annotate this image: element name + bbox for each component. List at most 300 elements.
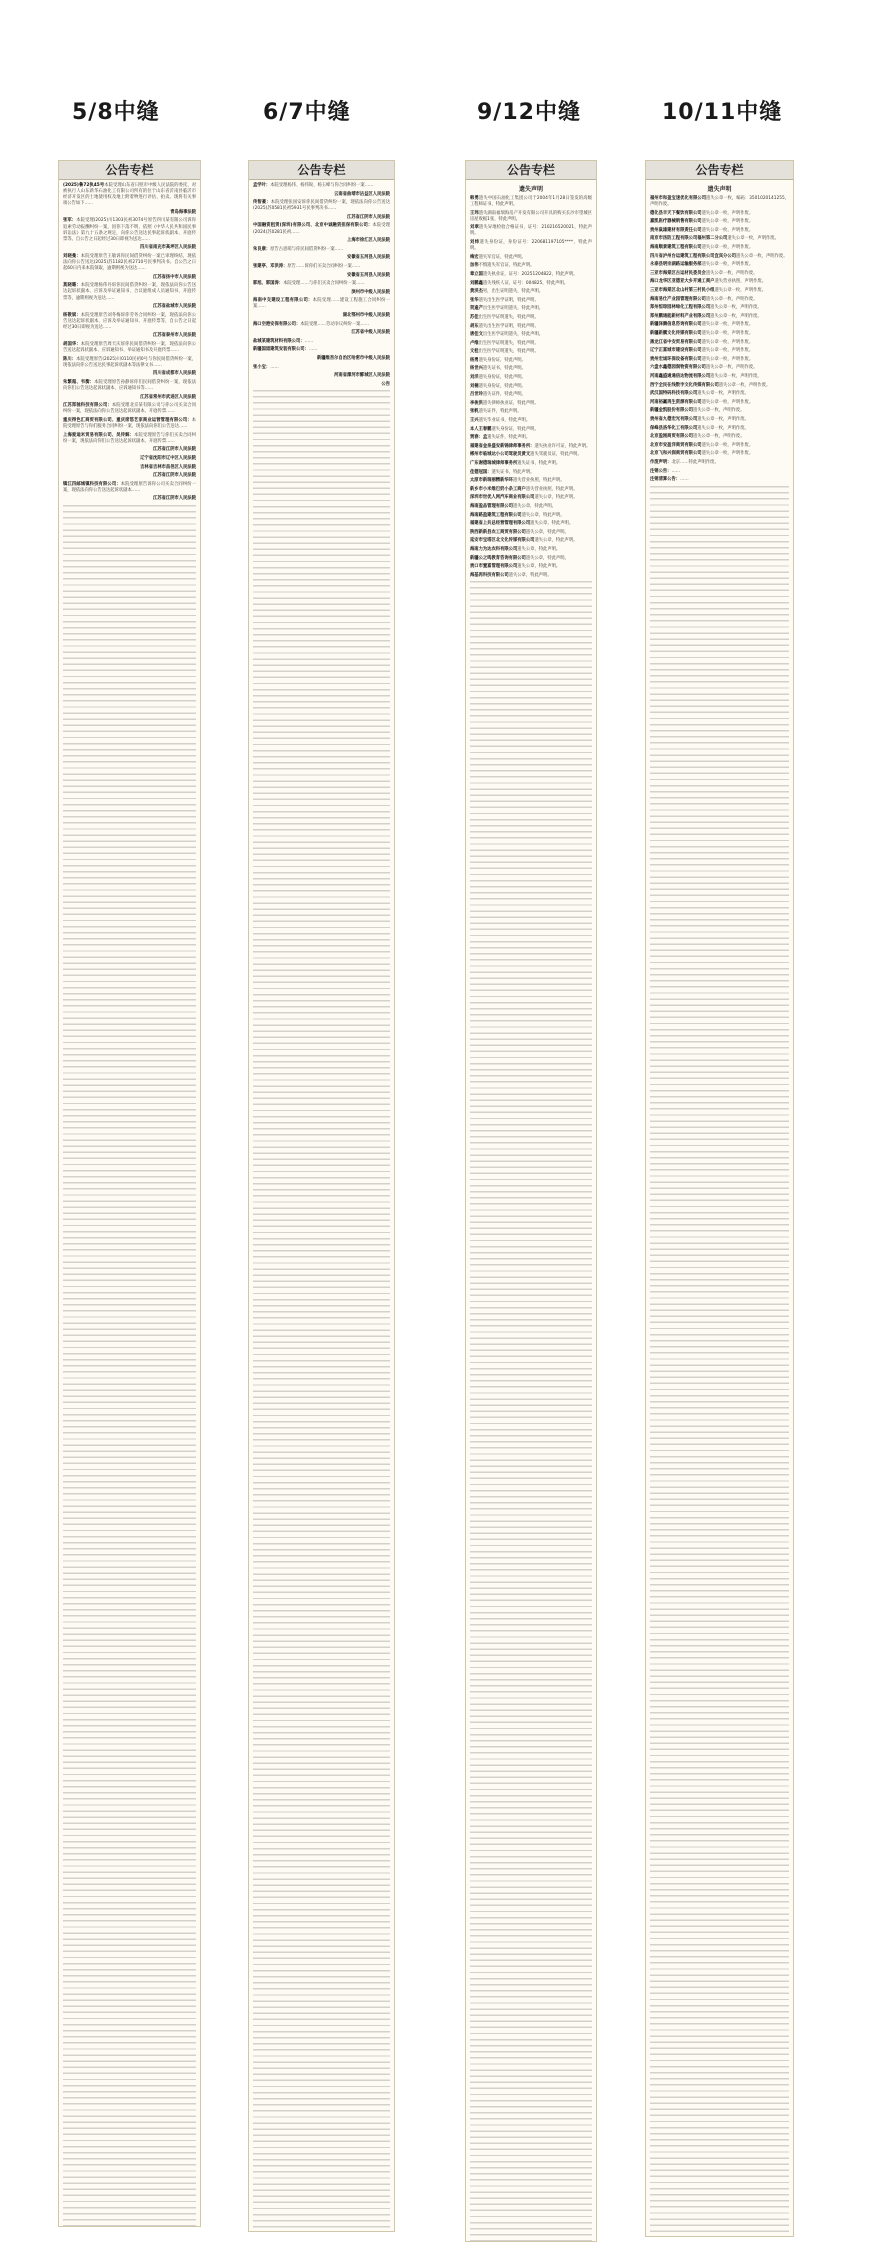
column-title: 10/11中缝 — [662, 100, 783, 125]
notice-item — [63, 447, 196, 453]
notice-list — [466, 193, 596, 2242]
notice-heading: 吉林省吉林市昌邑区人民法院 — [140, 464, 196, 470]
notice-item — [253, 200, 390, 212]
notice-body: 本院受理原告与你们买卖合同纠纷一案，现依法向你们公告送达起诉状副本、开庭传票…… — [63, 432, 197, 444]
notice-body: 本院受理原告诉你公司买卖合同纠纷一案，现依法向你公告送达起诉状副本…… — [63, 481, 197, 493]
notice-heading: 安徽省五河县人民法院 — [347, 272, 390, 278]
notice-body: 遗失公章一枚，声明作废。 — [701, 339, 754, 345]
column-title: 5/8中缝 — [72, 100, 160, 125]
notice-item — [470, 556, 592, 562]
notice-heading: 湖北鄂州市中级人民法院 — [342, 313, 390, 318]
notice-body: 本院受理原告(2025)川0110民初0号与你民间借贷纠纷一案，现依法向你公告送达民事起诉状副本等法律文书…… — [63, 356, 197, 368]
notice-item — [650, 365, 789, 371]
notice-heading: 胡国华： — [63, 342, 81, 348]
notice-heading: 海南盈品管理有限公司 — [470, 503, 513, 509]
notice-body: 遗失中国石油化工集团公司于2004年1月28日签发的高级工程师证书，特此声明。 — [470, 196, 592, 208]
notice-heading: 郴州市临城达小公司驾驶员黄文 — [470, 452, 531, 458]
notice-body: 遗失证件，特此声明。 — [482, 392, 526, 398]
notice-body: 遗失证书，特此声明。 — [491, 469, 535, 475]
notice-item — [650, 357, 789, 363]
notice-body: 遗失身份证，特此声明。 — [478, 357, 526, 363]
notice-heading: 公告 — [381, 381, 390, 387]
notice-item — [253, 356, 390, 362]
notice-body: 遗失公章一枚，声明作废。 — [718, 382, 771, 388]
notice-body: 遗失执业许可证，特此声明。 — [534, 443, 591, 449]
notice-body: 原告古思萌与你民间借贷纠纷一案…… — [270, 246, 344, 252]
notice-body: 遗失公章一枚，声明作废。 — [701, 442, 754, 448]
notice-item — [650, 297, 789, 303]
notice-body: 本院受理杨伟、杨伟锐、杨玉峰与你合同纠纷一案…… — [270, 183, 374, 188]
notice-heading: 江苏省江阴市人民法院 — [347, 214, 390, 220]
notice-body: 本院受理北京某有限公司与你公司买卖合同纠纷一案，现依法向你公告送达起诉状副本、开庭传票…… — [63, 403, 197, 415]
notice-item — [63, 496, 196, 502]
notice-body: 遗失公章，特此声明。 — [517, 546, 561, 552]
notice-heading: 贵州省九德宏光有限公司 — [650, 416, 698, 422]
notice-column — [248, 160, 395, 2232]
notice-body: 本院受理原告刘冬梅诉你劳务合同纠纷一案，现依法向你公告送达起诉状副本、应诉及举证通知书、开庭传票等，自公告之日起经过30日即视为送达…… — [63, 312, 197, 330]
notice-item — [470, 332, 592, 338]
notice-heading: 陕西新新县农工商贸有限公司 — [470, 529, 526, 535]
notice-item — [650, 451, 789, 457]
notice-item — [470, 211, 592, 223]
notice-item — [470, 530, 592, 536]
notice-item — [650, 314, 789, 320]
notice-heading: 刘炜 — [470, 240, 480, 246]
notice-heading: 福建省上共总经营管理有限公司 — [470, 521, 531, 527]
notice-body: 遗失身份证，特此声明。 — [478, 375, 526, 381]
notice-item — [63, 456, 196, 462]
notice-body: 遗失营业执照，声明作废。 — [714, 279, 767, 285]
notice-body: …… — [680, 477, 689, 483]
notice-body: 遗失营业执照，特此声明。 — [512, 478, 565, 484]
notice-heading: 江苏省江阴市人民法院 — [153, 447, 196, 453]
notice-item — [470, 418, 592, 424]
notice-body: 本院受理(2025)川1303民初3074号原告四川某有限公司诉你追索劳动报酬纠纷一案，因你下落不明，依照《中华人民共和国民事诉讼法》第九十五条之规定，向你公告送达民事起诉状副本、开庭传票等。自公告之日起经过30日即视为送达…… — [63, 218, 196, 242]
notice-heading: 郭旭、郭国涛： — [253, 281, 284, 287]
notice-heading: 刘鹏鑫 — [470, 280, 483, 286]
notice-heading: 延安市宝塔区北文化传媒有限公司 — [470, 538, 535, 544]
notice-body: 本院受理原告王敏诉你民间借贷纠纷一案已审理终结，现依法向你公告送达(2025)苏1182民初2710号民事判决书。自公告之日起60日内来本院领取，逾期则视为送达…… — [63, 253, 197, 272]
notice-item — [63, 342, 196, 354]
notice-item — [253, 298, 390, 310]
notice-item — [650, 236, 789, 242]
notice-body: 遗失公章，特此声明。 — [521, 512, 565, 518]
notice-item — [470, 564, 592, 570]
notice-heading: 李俊洪 — [470, 400, 483, 406]
notice-body: 遗失身份证，特此声明。 — [491, 426, 539, 432]
notice-heading: 朱良康： — [253, 246, 271, 252]
notice-item — [470, 298, 592, 304]
notice-body: 遗失公章一枚，声明作废。 — [701, 227, 754, 233]
notice-item — [650, 322, 789, 328]
notice-body: …… — [304, 338, 314, 344]
column-header: 公告专栏 — [59, 161, 200, 180]
notice-item — [470, 452, 592, 458]
notice-item — [650, 460, 789, 466]
notice-item — [63, 275, 196, 281]
notice-heading: 青岛海事法院 — [170, 209, 196, 215]
notice-item — [253, 322, 390, 328]
notice-heading: 辽宁省沈阳市辽中区人民法院 — [140, 455, 196, 461]
notice-body: 遗失驾驶员证，特此声明。 — [530, 452, 582, 458]
notice-body: 遗失公章一枚，编码：3501020141255，声明作废。 — [650, 196, 790, 208]
notice-heading: 海口龙华区亚德亚大乡开通工商户 — [650, 279, 715, 285]
notice-item — [253, 255, 390, 261]
notice-item — [650, 434, 789, 440]
notice-body: 出生医学证明遗失，特此声明。 — [478, 349, 539, 355]
notice-item — [650, 228, 789, 234]
notice-item — [470, 349, 592, 355]
dense-text-lines — [253, 390, 390, 2232]
notice-item — [470, 289, 592, 295]
notice-heading: 江苏省扬中市人民法院 — [153, 274, 196, 280]
notice-heading: 河南鑫盛通通信达物流有限公司 — [650, 373, 711, 379]
notice-heading: 四川省成都市人民法院 — [153, 371, 196, 377]
column-header: 公告专栏 — [646, 161, 793, 180]
notice-item — [470, 547, 592, 553]
notice-item — [470, 470, 592, 476]
notice-heading: 张华 — [470, 297, 479, 303]
notice-heading: 新乡市小米维巴奶小条工商户 — [470, 486, 526, 492]
notice-heading: 杨勇 — [470, 357, 479, 363]
notice-heading: 杨敬斌： — [63, 312, 81, 318]
notice-heading: 辽宁正富城市建设有限公司 — [650, 348, 702, 354]
notice-body: 遗失公章一枚，声明作废。 — [727, 236, 779, 242]
notice-body: 遗失公章一枚，声明作废。 — [701, 322, 754, 328]
notice-item — [253, 238, 390, 244]
notice-item — [650, 348, 789, 354]
notice-column — [58, 160, 201, 2227]
notice-item — [650, 271, 789, 277]
notice-heading: 注销清算公告： — [650, 477, 681, 483]
notice-heading: 武汉国特码科技有限公司 — [650, 391, 698, 397]
notice-item — [470, 504, 592, 510]
notice-heading: 西宁全民在线数字文化传媒有限公司 — [650, 382, 719, 388]
notice-list — [646, 193, 793, 2237]
notice-item — [470, 409, 592, 415]
notice-item — [650, 477, 789, 483]
notice-heading: 注销公告： — [650, 468, 672, 474]
notice-item — [253, 382, 390, 388]
notice-body: 本院受理山东省日照市中级人民法院的委托，对被执行人山东新华石油化工有限公司所有的位于山东省沂南县临沂市经济开发区的土地使用权及地上附着物进行评估、拍卖。现将有关事项公告如下…… — [63, 183, 196, 207]
notice-heading: 朱繁超、韦衡： — [63, 380, 95, 386]
notice-item — [63, 395, 196, 401]
notice-item — [470, 281, 592, 287]
notice-list — [59, 180, 200, 2227]
notice-item — [63, 254, 196, 272]
notice-item — [470, 366, 592, 372]
notice-body: 遗失公章一枚，声明作废。 — [701, 219, 754, 225]
notice-item — [253, 215, 390, 221]
notice-heading: 新疆公之鸣教育咨询有限公司 — [470, 555, 526, 561]
notice-heading: 北京飞和兴润商贸有限公司 — [650, 451, 702, 457]
notice-heading: 新疆新鹏文化传媒有限公司 — [650, 331, 702, 336]
notice-body: 遗失异地检验合格证书，证号：210216520021，特此声明。 — [470, 225, 592, 237]
notice-heading: 镇江四邮城镇科技有限公司： — [63, 481, 121, 487]
notice-body: 遗失公章一枚，声明作废。 — [710, 313, 762, 319]
notice-body: 本院受理……与你们买卖合同纠纷一案…… — [283, 281, 365, 287]
notice-heading: 刘翠 — [470, 225, 479, 231]
notice-body: 遗失公章，特此声明。 — [525, 555, 569, 561]
notice-heading: 三亚市海棠区北山村第三村民小组 — [650, 288, 715, 294]
notice-heading: 章立国 — [470, 271, 483, 277]
notice-body: 遗失公章一枚，声明作废。 — [701, 356, 754, 362]
notice-item — [470, 315, 592, 321]
notice-item — [650, 443, 789, 449]
notice-body: 遗失公章一枚，声明作废。 — [701, 245, 754, 251]
notice-item — [63, 183, 196, 207]
notice-item — [63, 465, 196, 471]
notice-heading: 四川省南充市高坪区人民法院 — [140, 245, 196, 251]
notice-body: 遗失营业执照，特此声明。 — [525, 486, 578, 492]
notice-item — [470, 478, 592, 484]
notice-heading: 福建省金泉盛安新锦律师事务所： — [470, 443, 535, 449]
notice-item — [253, 365, 390, 371]
notice-heading: 云南省曲靖市沾益区人民法院 — [334, 191, 390, 197]
notice-body: 遗失湖南福瑞海房产开发有限公司开具的购买长沙市望城区房屋收据1张，特此声明。 — [470, 210, 592, 222]
notice-body: 遗失公章，特此声明。 — [530, 521, 574, 527]
notice-body: 本院受理原告与你们服务合同纠纷一案，现依法向你们公告送达…… — [63, 418, 196, 430]
notice-heading: 王兴 — [470, 418, 479, 424]
notice-item — [253, 247, 390, 253]
notice-body: 遗失公章一枚，声明作废。 — [692, 434, 745, 440]
notice-item — [63, 433, 196, 445]
notice-body: 遗失公章，特此声明。 — [534, 495, 578, 501]
notice-heading: 郑州鹏通能新材料产业有限公司 — [650, 313, 711, 319]
notice-item — [650, 408, 789, 414]
notice-heading: 德化县丰天下餐饮有限公司 — [650, 210, 702, 216]
notice-heading: 安徽省五河县人民法院 — [347, 255, 390, 261]
notice-heading: 上海爱迪米贸易有限公司、吴传解： — [63, 432, 135, 438]
notice-heading: 保峰县洛华化工有限公司 — [650, 425, 698, 431]
notice-heading: 贵州鼠雄建材有限责任公司 — [650, 227, 702, 233]
notice-item — [650, 262, 789, 268]
notice-body: 遗失公章一枚，声明作废。 — [705, 365, 758, 371]
notice-body: 出生医学证明遗失，特此声明。 — [478, 340, 539, 346]
column-header: 公告专栏 — [466, 161, 596, 180]
notice-body: 遗失公章，特此声明。 — [525, 529, 569, 535]
notice-heading: 贾春：孟 — [470, 435, 488, 441]
notice-body: 遗失律师执业证，特此声明。 — [482, 400, 539, 406]
notice-body: 遗失公章一枚，声明作废。 — [705, 296, 758, 302]
notice-heading: 王玮 — [470, 210, 479, 216]
notice-column — [465, 160, 597, 2242]
notice-heading: 海南路盈建筑工程有限公司 — [470, 512, 522, 518]
notice-item — [470, 272, 592, 278]
notice-heading: 三亚市海棠区古运材民委员会 — [650, 270, 706, 276]
notice-item — [650, 279, 789, 285]
notice-body: 出生医学证明遗失，特此声明。 — [478, 314, 539, 320]
notice-heading: 江苏省江阴市人民法院 — [153, 473, 196, 479]
notice-item — [650, 305, 789, 311]
notice-item — [650, 245, 789, 251]
notice-heading: 海基再科技有限公司 — [470, 572, 509, 578]
notice-heading: 福州市和盈宝速优化有限公司 — [650, 196, 707, 201]
notice-item — [650, 211, 789, 217]
notice-body: 遗失公章一枚，声明作废。 — [697, 425, 749, 431]
notice-body: 出生医学证明遗失，特此声明。 — [482, 306, 544, 312]
notice-body: 遗失公章一枚，声明作废。 — [735, 253, 788, 259]
notice-body: 本院受理杨伟丹诉你民间借贷纠纷一案，现依法向你公告送达起诉状副本、应诉及举证通知书、合议庭组成人员通知书、开庭传票等，逾期则视为送达…… — [63, 283, 197, 301]
notice-heading: 刘楠 — [470, 383, 479, 389]
notice-item — [253, 281, 390, 287]
notice-heading: 广东谢德瑞城律师事务所 — [470, 461, 518, 466]
dense-text-lines — [63, 505, 196, 2227]
notice-heading: 杨世兴 — [470, 366, 483, 372]
notice-item — [253, 313, 390, 319]
notice-item — [470, 358, 592, 364]
notice-heading: 江苏省常州市武进区人民法院 — [140, 394, 196, 400]
notice-item — [253, 264, 390, 270]
notice-heading: 新疆国道建筑安装有限公司： — [253, 347, 309, 353]
notice-column — [645, 160, 794, 2237]
notice-heading: 张小宝： — [253, 364, 271, 370]
notice-item — [470, 435, 592, 441]
notice-item — [650, 331, 789, 337]
notice-item — [650, 426, 789, 432]
notice-heading: 新疆泽腾信息咨询有限公司 — [650, 322, 702, 328]
notice-item — [650, 254, 789, 260]
notice-heading: 文桂 — [470, 349, 479, 355]
notice-item — [253, 273, 390, 279]
notice-item — [253, 330, 390, 336]
dense-text-lines — [470, 581, 592, 2242]
notice-item — [470, 487, 592, 493]
notice-item — [650, 196, 789, 208]
notice-item — [470, 401, 592, 407]
notice-heading: 永泰县明宗湖路运输服务部 — [650, 262, 702, 268]
notice-heading: 深圳市世优人网汽车商业有限公司 — [470, 495, 535, 501]
notice-item — [253, 347, 390, 353]
notice-heading: 卢维 — [470, 340, 479, 346]
notice-body: 遗失公章一枚，声明作废。 — [701, 210, 754, 216]
notice-item — [63, 482, 196, 494]
notice-heading: 张帆 — [470, 409, 479, 415]
notice-body: 遗失身份证，身份证号：220681197105****，特此声明。 — [470, 240, 592, 252]
notice-body: 遗失公章，特此声明。 — [517, 564, 561, 570]
notice-item — [470, 573, 592, 579]
column-title: 6/7中缝 — [263, 100, 351, 125]
notice-body: 本院受理原告孙静诉你们民间借贷纠纷一案，现依法向你们公告送达起诉状副本、应诉通知书等…… — [63, 380, 197, 392]
notice-heading: (2025)鲁72执45号 — [63, 183, 105, 188]
notice-heading: 江苏郑驰科技有限公司： — [63, 403, 112, 409]
notice-heading: 韩勇 — [470, 196, 479, 201]
notice-heading: 苏佳 — [470, 314, 479, 320]
notice-body: 遗失公章一枚，声明作废。 — [697, 391, 749, 397]
notice-body: 遗失公章，特此声明。 — [512, 503, 556, 509]
notice-body: 本院受理……劳动争议纠纷一案…… — [300, 321, 370, 327]
notice-heading: 贺逢产 — [470, 306, 483, 312]
notice-heading: 新疆维吾尔自治区哈密市中级人民法院 — [316, 355, 390, 361]
notice-body: 原告……诉你们买卖合同纠纷一案…… — [287, 263, 361, 269]
notice-heading: 贵口市置富管理有限公司 — [470, 564, 518, 570]
notice-heading: 江苏省江阴市人民法院 — [153, 496, 196, 502]
notice-body: 遗失毕业证书，特此声明。 — [478, 418, 531, 424]
notice-item — [63, 380, 196, 392]
notice-heading: 陈川： — [63, 356, 77, 362]
notice-heading: 刘洋 — [470, 375, 479, 381]
notice-item — [650, 288, 789, 294]
notice-item — [470, 513, 592, 519]
notice-heading: 海南易仕产业园管理有限公司 — [650, 296, 706, 302]
notice-item — [253, 339, 390, 345]
notice-item — [63, 313, 196, 331]
notice-body: 遗失公章一枚，声明作废。 — [710, 373, 762, 379]
notice-item — [470, 375, 592, 381]
notice-heading: 北京市安盈洋商贸有限公司 — [650, 442, 702, 448]
notice-body: 遗失身份证，特此声明。 — [478, 383, 526, 389]
notice-heading: 北京盈刚商贸有限公司 — [650, 434, 693, 440]
notice-body: 遗失执业证，证号：20251204822，特此声明。 — [482, 271, 578, 277]
section-subheader: 遗失声明 — [707, 186, 732, 193]
notice-heading: 加伟 — [470, 263, 479, 269]
notice-item — [470, 306, 592, 312]
notice-body: 遗失公章一枚，声明作废。 — [701, 331, 754, 336]
notice-item — [650, 374, 789, 380]
notice-body: 出生医学证明遗失，特此声明。 — [482, 332, 544, 338]
notice-body: 遗失公章，特此声明。 — [508, 572, 552, 578]
notice-heading: 六盘水鑫德园润物资有限公司 — [650, 365, 706, 371]
notice-item — [470, 240, 592, 252]
notice-item — [650, 383, 789, 389]
notice-heading: 海南力为达农科有限公司 — [470, 546, 518, 552]
notice-item — [63, 403, 196, 415]
notice-heading: 南京市汤防工程有限公司福州第二分公司 — [650, 236, 728, 242]
notice-body: 遗失残疾人证，证号：004825，特此声明。 — [482, 280, 569, 286]
section-subheader: 遗失声明 — [518, 186, 543, 193]
notice-heading: 吕世玲 — [470, 392, 483, 398]
notice-body: 遗失证件，特此声明。 — [487, 435, 531, 441]
notice-item — [63, 210, 196, 216]
notice-body: 遗失出生医学证明，特此声明。 — [478, 297, 539, 303]
notice-body: 遗失证书，特此声明。 — [517, 461, 561, 466]
notice-item — [470, 324, 592, 330]
notice-item — [470, 538, 592, 544]
notice-heading: 重庆得色汇商贸有限公司、重庆席悠艺家商业运营管理有限公司： — [63, 418, 192, 423]
notice-heading: 传智豪： — [253, 200, 271, 206]
notice-body: 遗失公章一枚，声明作废。 — [705, 270, 758, 276]
notice-heading: 胡东 — [470, 323, 479, 329]
notice-body: …… — [671, 468, 681, 474]
notice-item — [470, 461, 592, 467]
notice-item — [253, 183, 390, 189]
notice-heading: 中国融资租赁(深圳)有限公司、北京中诚融资担保有限公司： — [253, 223, 373, 229]
notice-body: 不慎遗失军官证，特此声明。 — [478, 263, 535, 269]
notice-item — [253, 290, 390, 296]
notice-heading: 作废声明： — [650, 459, 672, 465]
notice-item — [470, 341, 592, 347]
notice-body: 遗失公章一枚，声明作废。 — [710, 305, 762, 311]
notice-item — [650, 417, 789, 423]
notice-item — [470, 392, 592, 398]
notice-body: 本院受理原告周天庆诉你民间借贷纠纷一案，现依法向你公告送达起诉状副本、应诉通知书、举证通知书及开庭传票…… — [63, 342, 197, 354]
notice-item — [63, 218, 196, 242]
notice-body: 本院受理张国安诉你民间借贷纠纷一案，现依法向你公告送达(2025)苏0581民初5931号民事判决书…… — [253, 200, 391, 212]
notice-item — [63, 245, 196, 251]
notice-heading: 滨州市中级人民法院 — [351, 289, 390, 295]
notice-body: 遗失公章一枚，声明作废。 — [692, 408, 745, 414]
notice-item — [63, 418, 196, 430]
notice-heading: 江苏省盐城市人民法院 — [153, 304, 196, 310]
notice-body: 本院受理(2024)苏0281民初…… — [253, 223, 390, 235]
notice-body: …… — [270, 364, 279, 370]
notice-body: 本院受理……建设工程施工合同纠纷一案…… — [253, 298, 391, 310]
notice-item — [470, 427, 592, 433]
notice-item — [470, 495, 592, 501]
notice-body: 遗失证书，特此声明。 — [482, 366, 526, 372]
notice-item — [63, 333, 196, 339]
notice-item — [470, 255, 592, 261]
